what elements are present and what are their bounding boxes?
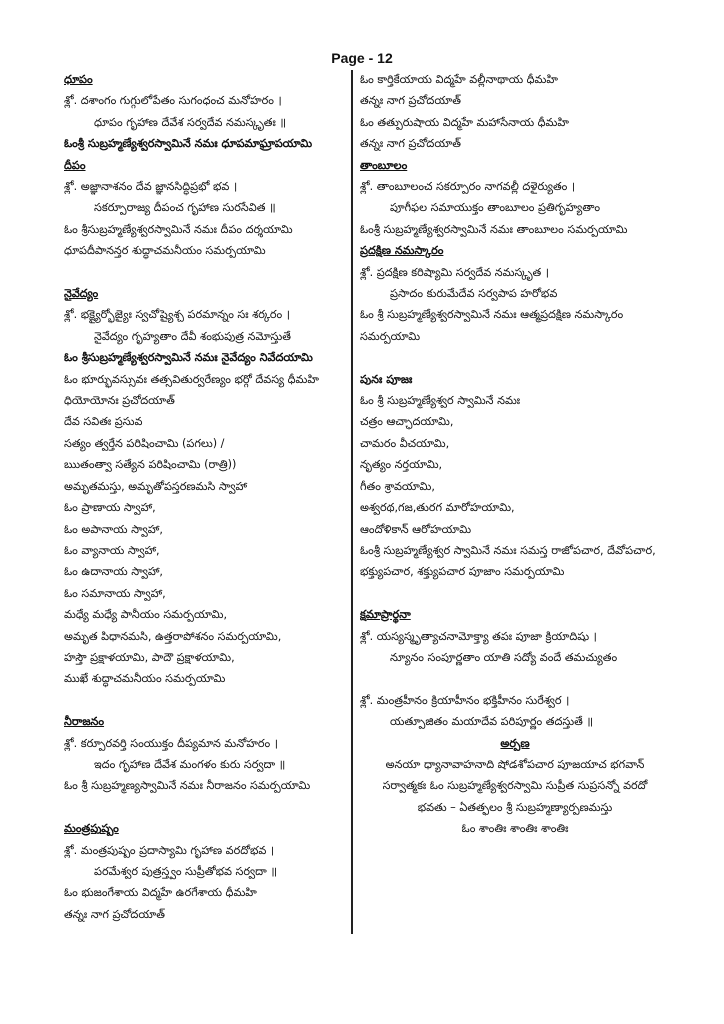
text-line: ఋతంత్వా సత్యేన పరిషించామి (రాత్రి)) [64, 458, 237, 472]
closing-line: సర్వాత్మకః ఓం సుబ్రహ్మణ్యేశ్వరస్వామి సుప్రీత సుప్రసన్నో వరదో [382, 779, 648, 793]
spacer [360, 668, 670, 689]
text-line: శ్లో. యస్యస్మృత్యాచనామోక్త్యా తపః పూజా క్రియాదిషు । [360, 629, 597, 643]
text-line: చామరం వీచయామి, [360, 436, 450, 450]
text-line: ఓం భూర్భువస్సువః తత్సవితుర్వరేణ్యం భర్గో దేవస్య ధీమహి [64, 372, 319, 386]
section-heading: క్షమాప్రార్థనా [360, 608, 411, 622]
text-line: హస్తౌ ప్రక్షాళయామి, పాదౌ ప్రక్షాళయామి, [64, 650, 235, 664]
spacer [64, 690, 350, 711]
section-heading: అర్పణ [500, 736, 530, 750]
left-column [64, 69, 350, 925]
spacer [64, 797, 350, 818]
column-divider [351, 70, 353, 934]
text-line: ఓం అపానాయ స్వాహా, [64, 522, 163, 536]
page-number: Page - 12 [331, 50, 393, 66]
section-heading: మంత్రపుష్పం [64, 822, 119, 836]
closing-line: భవతు – ఏతత్ఫలం శ్రీ సుబ్రహ్మణ్యార్పణమస్తు [417, 800, 613, 814]
text-line: సమర్పయామి [360, 329, 421, 343]
text-line: చత్రం ఆచ్ఛాదయామి, [360, 415, 454, 429]
section-heading: నీరాజనం [64, 715, 105, 729]
text-line: ఓం వ్యానాయ స్వాహా, [64, 543, 160, 557]
text-line: ఆందోళికాన్ ఆరోహయామి [360, 522, 472, 536]
section-heading: తాంబూలం [360, 158, 408, 172]
verse-continuation: ప్రసాదం కురుమేదేవ సర్వపాప హరోభవ [390, 287, 558, 301]
text-line: ఓం తత్పురుషాయ విద్మహే మహాసేనాయ ధీమహి [360, 115, 569, 129]
section-heading: ప్రదక్షిణ నమస్కారం [360, 244, 444, 258]
section-heading: ధూపం [64, 73, 93, 86]
text-line: ఓం ప్రాణాయ స్వాహా, [64, 501, 156, 515]
spacer [64, 262, 350, 283]
text-line: ముఖే శుద్ధాచమనీయం సమర్పయామి [64, 672, 226, 686]
mantra-line: ఓంశ్రీ సుబ్రహ్మణ్యేశ్వరస్వామినే నమః ధూపమాఘ్రాపయామి [64, 137, 313, 151]
text-line: శ్లో. మంత్రపుష్పం ప్రదాస్యామి గృహాణ వరదోభవ । [64, 843, 275, 857]
text-line: శ్లో. తాంబూలంచ సకర్పూరం నాగవల్లీ దళైర్యుతం । [360, 180, 576, 194]
text-line: ధియోయోనః ప్రచోదయాత్ [64, 394, 175, 408]
text-line: గీతం శ్రావయామి, [360, 479, 435, 493]
text-line: ఓం ఉదానాయ స్వాహా, [64, 565, 163, 579]
text-line: ఓం శ్రీ సుబ్రహ్మణ్యేశ్వర స్వామినే నమః [360, 394, 521, 408]
text-line: ఓం శ్రీ సుబ్రహ్మణ్యేశ్వరస్వామినే నమః ఆత్మప్రదక్షిణ నమస్కారం [360, 308, 624, 322]
section-heading: దీపం [64, 158, 86, 172]
text-line: శ్లో. భక్ష్యైర్భోజ్యైః స్వచోష్యైశ్చ పరమాన్నం సః శర్కరం । [64, 308, 291, 322]
verse-continuation: ధూపం గృహాణ దేవేశ సర్వదేవ నమస్కృతః ॥ [94, 115, 287, 129]
spacer [360, 583, 670, 604]
text-line: ఓంశ్రీ సుబ్రహ్మణ్యేశ్వరస్వామినే నమః తాంబూలం సమర్పయామి [360, 222, 628, 236]
text-line: శ్లో. కర్పూరవర్తి సంయుక్తం దీప్యమాన మనోహరం । [64, 736, 278, 750]
text-line: అశ్వరథ,గజ,తురగ మారోహయామి, [360, 501, 515, 515]
text-line: ఓం శ్రీసుబ్రహ్మణ్యేశ్వరస్వామినే నమః దీపం దర్శయామి [64, 222, 293, 236]
verse-continuation: నైవేద్యం గృహ్యతాం దేవీ శంభుపుత్ర నమోస్తుతే [94, 329, 291, 343]
text-line: శ్లో. మంత్రహీనం క్రియాహీనం భక్తిహీనం సురేశ్వర । [360, 693, 570, 707]
text-line: మధ్యే మధ్యే పానీయం సమర్పయామి, [64, 608, 227, 622]
verse-continuation: సకర్పూరాజ్య దీపంచ గృహాణ సురసేవిత ॥ [94, 201, 276, 215]
verse-continuation: పూగీఫల సమాయుక్తం తాంబూలం ప్రతిగృహ్యతాం [390, 201, 601, 215]
text-line: తన్నః నాగ ప్రచోదయాత్ [64, 907, 165, 921]
section-heading: నైవేద్యం [64, 287, 99, 301]
text-line: తన్నః నాగ ప్రచోదయాత్ [360, 94, 461, 108]
mantra-line: ఓం శ్రీసుబ్రహ్మణ్యేశ్వరస్వామినే నమః నైవేద్యం నివేదయామి [64, 351, 313, 365]
closing-line: అనయా ధ్యానావాహనాది షోడశోపచార పూజయాచ భగవాన్ [385, 757, 645, 771]
text-line: ఓం కార్తికేయాయ విద్మహే వల్లీనాథాయ ధీమహి [360, 73, 558, 86]
text-line: సత్యం త్వర్తేన పరిషించామి (పగలు) / [64, 436, 225, 450]
text-line: ఓం భుజంగేశాయ విద్మహే ఉరగేశాయ ధీమహి [64, 886, 257, 900]
text-line: అమృతమస్తు, అమృతోపస్తరణమసి స్వాహా [64, 479, 248, 493]
spacer [360, 347, 670, 368]
text-line: ధూపదీపానన్తర శుద్ధాచమనీయం సమర్పయామి [64, 244, 266, 258]
verse-continuation: ఇదం గృహాణ దేవేశ మంగళం కురు సర్వదా ॥ [94, 757, 286, 771]
text-line: ఓంశ్రీ సుబ్రహ్మణ్యేశ్వర స్వామినే నమః సమస్త రాజోపచార, దేవోపచార, [360, 543, 656, 557]
text-line: ఓం శ్రీ సుబ్రహ్మణ్యస్వామినే నమః నీరాజనం సమర్పయామి [64, 779, 311, 793]
right-column [360, 69, 670, 840]
text-line: అమృత పిధానమసి, ఉత్తరాపోశనం సమర్పయామి, [64, 629, 282, 643]
verse-continuation: పరమేశ్వర పుత్రస్త్వం సుప్రీతోభవ సర్వదా ॥ [94, 864, 278, 878]
text-line: శ్లో. అజ్ఞానాశనం దేవ జ్ఞానసిద్ధిప్రభో భవ । [64, 180, 238, 194]
verse-continuation: యత్పూజితం మయాదేవ పరిపూర్ణం తదస్తుతే ॥ [390, 715, 594, 729]
text-line: భక్త్యుపచార, శక్త్యుపచార పూజాం సమర్పయామి [360, 565, 565, 579]
text-line: శ్లో. ప్రదక్షిణ కరిష్యామి సర్వదేవ నమస్కృత । [360, 265, 550, 279]
text-line: దేవ సవితః ప్రసువ [64, 415, 143, 429]
text-line: ఓం సమానాయ స్వాహా, [64, 586, 166, 600]
closing-line: ఓం శాంతిః శాంతిః శాంతిః [461, 822, 569, 836]
text-line: శ్లో. దశాంగం గుగ్గులోపేతం సుగంధంచ మనోహరం । [64, 94, 282, 108]
text-line: నృత్యం నర్తయామి, [360, 458, 443, 472]
text-line: తన్నః నాగ ప్రచోదయాత్ [360, 137, 461, 151]
verse-continuation: న్యూనం సంపూర్ణతాం యాతి సద్యో వందే తమచ్యుతం [390, 650, 618, 664]
mantra-line: పునః పూజః [360, 372, 413, 386]
